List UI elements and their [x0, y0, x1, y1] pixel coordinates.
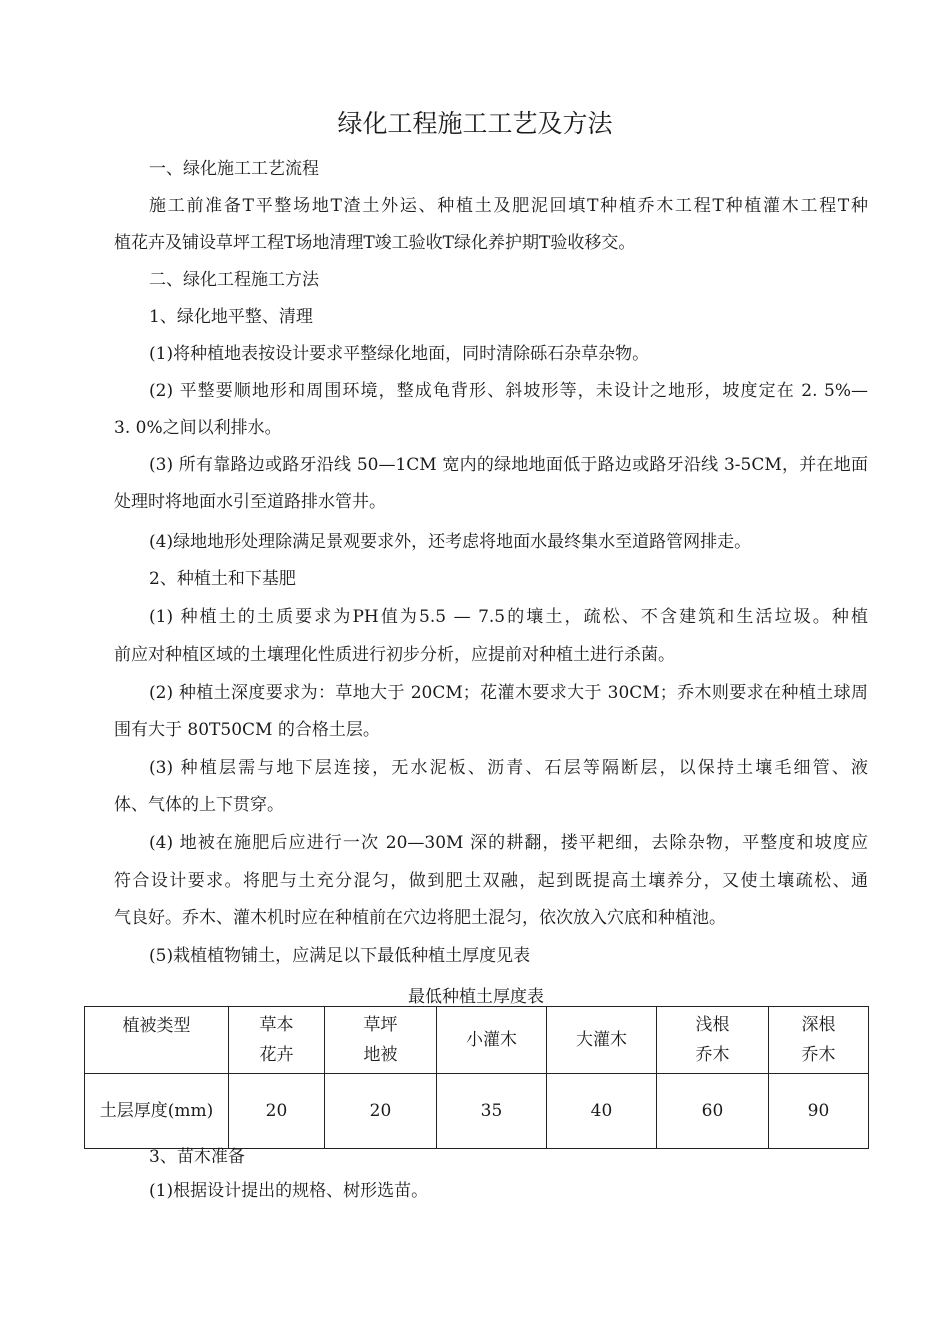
header-cell-text: 深根 乔木	[801, 1015, 836, 1065]
header-cell-herbaceous-flowers	[229, 1007, 325, 1074]
section1-heading: 一、绿化施工工艺流程	[149, 159, 319, 179]
table-caption: 最低种植土厚度表	[408, 987, 544, 1007]
sub2-paragraph-2-line1: (2) 种植土深度要求为：草地大于 20CM；花灌木要求大于 30CM；乔木则要求在种植土球周	[149, 683, 868, 703]
document-title: 绿化工程施工工艺及方法	[337, 109, 613, 138]
flow-text-line1: 施工前准备T平整场地T渣土外运、种植土及肥泥回填T种植乔木工程T种植灌木工程T种	[149, 196, 868, 216]
header-cell-lawn-groundcover	[325, 1007, 437, 1074]
table-cell: 90	[769, 1074, 869, 1149]
sub1-paragraph-2-line2: 3. 0%之间以利排水。	[114, 418, 282, 438]
sub1-paragraph-1: (1)将种植地表按设计要求平整绿化地面，同时清除砾石杂草杂物。	[149, 344, 650, 364]
table-cell: 35	[437, 1074, 547, 1149]
sub2-paragraph-4-line1: (4) 地被在施肥后应进行一次 20—30M 深的耕翻，搂平耙细，去除杂物，平整度和坡度应	[149, 833, 868, 853]
sub2-paragraph-1-line1: (1) 种植土的土质要求为PH值为5.5 — 7.5的壤土，疏松、不含建筑和生活垃圾。种植	[149, 607, 868, 627]
sub3-heading: 3、苗木准备	[149, 1147, 245, 1167]
sub2-heading: 2、种植土和下基肥	[149, 569, 296, 589]
sub2-paragraph-2-line2: 围有大于 80T50CM 的合格土层。	[114, 720, 380, 740]
header-cell-text: 浅根 乔木	[695, 1015, 730, 1065]
header-cell-vegetation-type	[85, 1007, 229, 1074]
sub2-paragraph-1-line2: 前应对种植区域的土壤理化性质进行初步分析，应提前对种植土进行杀菌。	[114, 645, 675, 665]
table-cell: 40	[547, 1074, 657, 1149]
header-cell-text: 草本 花卉	[259, 1015, 294, 1065]
header-cell-shallow-root-tree	[657, 1007, 769, 1074]
header-cell-small-shrub	[437, 1007, 547, 1074]
header-cell-text: 小灌木	[466, 1030, 517, 1050]
sub3-paragraph-1: (1)根据设计提出的规格、树形选苗。	[149, 1181, 429, 1201]
sub2-paragraph-3-line2: 体、气体的上下贯穿。	[114, 795, 284, 815]
header-cell-deep-root-tree	[769, 1007, 869, 1074]
header-cell-text: 草坪 地被	[363, 1015, 398, 1065]
header-cell-text: 大灌木	[576, 1030, 627, 1050]
flow-text-line2: 植花卉及铺设草坪工程T场地清理T竣工验收T绿化养护期T验收移交。	[114, 233, 636, 253]
sub1-heading: 1、绿化地平整、清理	[149, 307, 313, 327]
table-row	[85, 1074, 869, 1149]
sub1-paragraph-3-line1: (3) 所有靠路边或路牙沿线 50—1CM 宽内的绿地地面低于路边或路牙沿线 3-5CM，并在地面	[149, 455, 868, 475]
sub2-paragraph-4-line2: 符合设计要求。将肥与土充分混匀，做到肥土双融，起到既提高土壤养分，又使土壤疏松、通	[114, 871, 868, 891]
table-cell: 20	[325, 1074, 437, 1149]
sub1-paragraph-4: (4)绿地地形处理除满足景观要求外，还考虑将地面水最终集水至道路管网排走。	[149, 532, 752, 552]
table-cell: 20	[229, 1074, 325, 1149]
section2-heading: 二、绿化工程施工方法	[149, 270, 319, 290]
sub1-paragraph-3-line2: 处理时将地面水引至道路排水管井。	[114, 492, 386, 512]
sub2-paragraph-4-line3: 气良好。乔木、灌木机时应在种植前在穴边将肥土混匀，依次放入穴底和种植池。	[114, 908, 726, 928]
row-label-cell: 土层厚度(mm)	[85, 1074, 229, 1149]
header-cell-large-shrub	[547, 1007, 657, 1074]
sub2-paragraph-5: (5)栽植植物铺土，应满足以下最低种植土厚度见表	[149, 946, 531, 966]
soil-thickness-table	[84, 1006, 869, 1149]
header-cell-text: 植被类型	[122, 1016, 191, 1036]
table-header-row	[85, 1007, 869, 1074]
sub2-paragraph-3-line1: (3) 种植层需与地下层连接，无水泥板、沥青、石层等隔断层，以保持土壤毛细管、液	[149, 758, 868, 778]
sub1-paragraph-2-line1: (2) 平整要顺地形和周围环境，整成龟背形、斜坡形等，未设计之地形，坡度定在 2. 5%—	[149, 381, 868, 401]
table-cell: 60	[657, 1074, 769, 1149]
